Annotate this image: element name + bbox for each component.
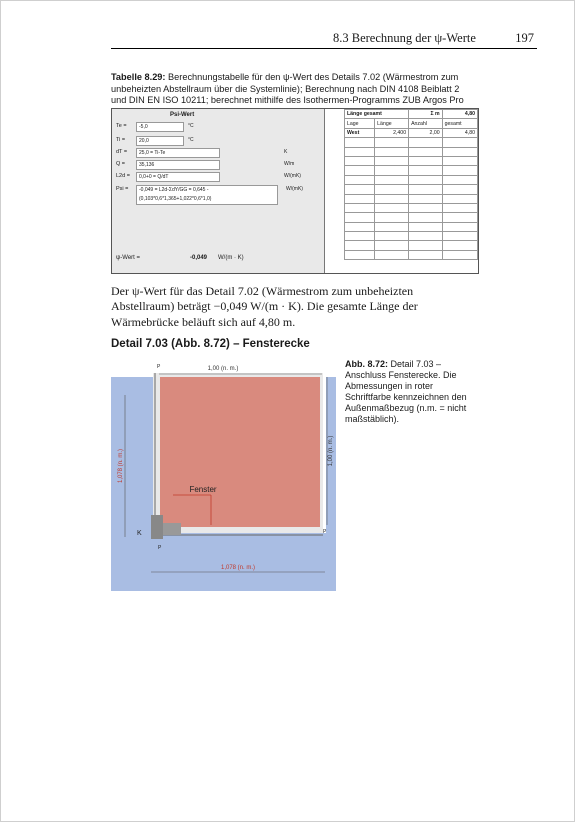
small-P-right: P [323,529,327,535]
room-area [160,377,320,527]
empty-table-cell [442,175,477,184]
empty-table-cell [442,156,477,165]
empty-table-row [345,166,478,175]
empty-table-cell [375,156,409,165]
row-lage: West [345,128,375,137]
window-frame-horizontal [163,523,181,535]
empty-table-cell [375,203,409,212]
calc-row-unit: W/(mK) [284,173,301,179]
empty-table-row [345,194,478,203]
empty-table-cell [442,138,477,147]
length-header-sigma: Σ m [409,110,443,119]
length-header-total: 4,80 [442,110,477,119]
empty-table-cell [375,138,409,147]
length-table [344,109,478,260]
col-anzahl: Anzahl [409,119,443,128]
empty-table-cell [442,241,477,250]
empty-table-cell [409,213,443,222]
empty-table-cell [345,213,375,222]
empty-table-cell [375,185,409,194]
empty-table-row [345,156,478,165]
calc-row-label: Q = [116,161,126,167]
empty-table-row [345,222,478,231]
empty-table-cell [345,166,375,175]
section-heading: Detail 7.03 (Abb. 8.72) – Fensterecke [111,338,310,350]
calc-row-value: 20,0 [136,136,184,146]
calc-title: Psi-Wert [170,112,195,118]
empty-table-row [345,213,478,222]
small-P-top: P [157,364,161,370]
empty-table-cell [375,213,409,222]
psi-label: ψ-Wert = [116,255,141,261]
empty-table-cell [345,241,375,250]
empty-table-cell [375,250,409,259]
figure-caption-label: Abb. 8.72: [345,359,389,369]
empty-rows [345,138,478,260]
empty-table-cell [345,156,375,165]
empty-table-cell [409,138,443,147]
empty-table-cell [345,250,375,259]
page-number: 197 [515,31,534,45]
dim-top-label: 1,00 (n. m.) [207,366,239,372]
window-frame-vertical [151,515,163,539]
empty-table-row [345,203,478,212]
calc-row-unit: W/(mK) [286,186,303,192]
empty-table-row [345,175,478,184]
empty-table-cell [442,222,477,231]
empty-table-cell [345,175,375,184]
empty-table-cell [375,222,409,231]
empty-table-cell [409,166,443,175]
empty-table-cell [442,166,477,175]
row-anzahl: 2,00 [409,128,443,137]
table-caption-label: Tabelle 8.29: [111,72,166,82]
empty-table-cell [409,185,443,194]
empty-table-cell [442,147,477,156]
figure-caption [345,359,480,425]
dim-bottom-label: 1,078 (n. m.) [220,565,256,571]
empty-table-cell [442,213,477,222]
calc-row-label: L2d = [116,173,130,179]
empty-table-row [345,232,478,241]
empty-table-cell [409,147,443,156]
psi-value: -0,049 [190,255,208,261]
empty-table-cell [345,147,375,156]
empty-table-cell [409,156,443,165]
empty-table-cell [409,194,443,203]
figure-corner-white [111,359,153,377]
empty-table-cell [442,185,477,194]
calc-row-value: 0,0+0 = Q/dT [136,172,220,182]
table-caption-text: Berechnungstabelle für den ψ-Wert des Details 7.02 (Wärmestrom zum unbeheizten Abstellraum über die Systemlinie); Berechnung nach DIN 4108 Beiblatt 2 und DIN EN ISO 10211; berechnet mithilfe des Isothermen-Programms ZUB Argos Pro [111,72,464,105]
calc-row-label: dT = [116,149,128,155]
empty-table-cell [345,203,375,212]
col-laenge: Länge [375,119,409,128]
col-lage: Lage [345,119,375,128]
empty-table-cell [375,166,409,175]
calc-row-unit: K [284,149,288,155]
calc-row-unit: °C [188,137,194,143]
empty-table-cell [442,232,477,241]
running-head: 8.3 Berechnung der ψ-Werte [333,31,476,45]
empty-table-cell [345,222,375,231]
calc-row-label: Te = [116,123,127,129]
calc-row-label: Ti = [116,137,126,143]
empty-table-row [345,185,478,194]
empty-table-cell [345,138,375,147]
small-K: K [137,530,142,537]
row-gesamt: 4,80 [442,128,477,137]
empty-table-cell [409,250,443,259]
empty-table-cell [345,194,375,203]
calc-row-label: Psi = [116,186,129,192]
empty-table-cell [345,232,375,241]
window-corner-figure [111,359,336,591]
calc-row-unit: W/m [284,161,295,167]
empty-table-cell [442,203,477,212]
calc-row-value: 25,0 = Ti-Te [136,148,220,158]
calc-row-unit: °C [188,123,194,129]
empty-table-cell [409,241,443,250]
col-gesamt: gesamt [442,119,477,128]
empty-table-row [345,138,478,147]
empty-table-cell [375,175,409,184]
small-P-bottom: P [158,545,162,551]
calc-row-value: 35,136 [136,160,220,170]
body-paragraph: Der ψ-Wert für das Detail 7.02 (Wärmestrom zum unbeheizten Abstellraum) beträgt −0,049 W/(m · K). Die gesamte Länge der Wärmebrücke beläuft sich auf 4,80 m. [111,284,418,329]
empty-table-row [345,147,478,156]
empty-table-cell [409,232,443,241]
empty-table-cell [375,194,409,203]
empty-table-cell [375,232,409,241]
calculation-table-image [111,108,479,274]
window-label: Fenster [189,485,217,494]
empty-table-row [345,241,478,250]
row-laenge: 2,400 [375,128,409,137]
psi-unit: W/(m · K) [218,255,244,261]
empty-table-cell [375,241,409,250]
calc-row-value: -0,049 = L2d-ΣdY/GG = 0,645 - (0,103*0,6*1,365+1,022*0,6*1,0) [136,185,278,205]
empty-table-cell [442,250,477,259]
empty-table-cell [345,185,375,194]
empty-table-cell [409,175,443,184]
figure-caption-text: Detail 7.03 – Anschluss Fensterecke. Die Abmessungen in roter Schriftfarbe kennzeichnen den Außenmaßbezug (n.m. = nicht maßstäblich). [345,359,467,424]
dim-right-label: 1,00 (n. m.) [328,435,334,467]
table-caption [111,72,477,107]
empty-table-cell [409,203,443,212]
header-rule [111,48,537,49]
empty-table-cell [442,194,477,203]
empty-table-cell [409,222,443,231]
empty-table-row [345,250,478,259]
calc-row-value: -5,0 [136,122,184,132]
length-header-label: Länge gesamt [345,110,409,119]
empty-table-cell [375,147,409,156]
dim-left-label: 1,078 (n. m.) [118,448,124,484]
psi-calc-panel [112,109,325,273]
